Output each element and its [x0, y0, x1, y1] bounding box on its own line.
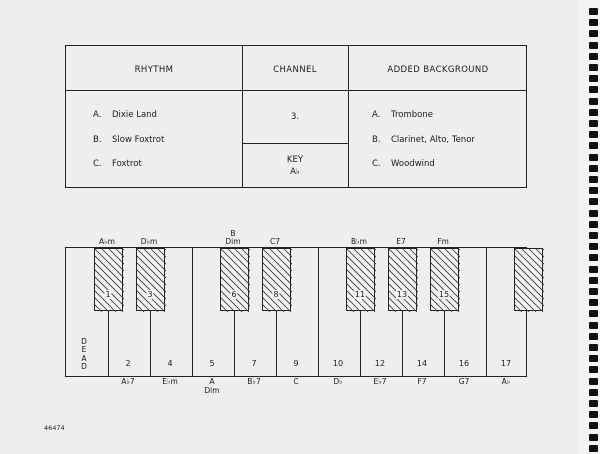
white-key-chord: E♭7: [373, 377, 387, 386]
binding-ring: [589, 322, 598, 329]
white-key-chord: A Dim: [204, 377, 220, 395]
white-key-divider: [318, 248, 319, 376]
black-key-number: 3: [147, 290, 153, 299]
binding-ring: [589, 19, 598, 26]
settings-table: [65, 45, 527, 188]
rhythm-option: C. Foxtrot: [93, 159, 142, 169]
binding-ring: [589, 344, 598, 351]
black-key-chord: Fm: [437, 237, 449, 246]
white-key-number: 17: [500, 359, 512, 368]
background-option: B. Clarinet, Alto, Tenor: [372, 135, 475, 145]
binding-ring: [589, 389, 598, 396]
background-option: C. Woodwind: [372, 159, 435, 169]
black-key-chord: A♭m: [99, 237, 115, 246]
binding-ring: [589, 98, 598, 105]
binding-ring: [589, 400, 598, 407]
white-key-chord: D♭: [333, 377, 343, 386]
black-key: [388, 248, 417, 311]
binding-ring: [589, 154, 598, 161]
binding-ring: [589, 422, 598, 429]
rhythm-option: A. Dixie Land: [93, 110, 157, 120]
white-key-chord: G7: [458, 377, 470, 386]
binding-ring: [589, 8, 598, 15]
binding-ring: [589, 120, 598, 127]
channel-header: CHANNEL: [273, 65, 317, 75]
white-key-chord: F7: [417, 377, 427, 386]
binding-ring: [589, 142, 598, 149]
binding-ring: [589, 277, 598, 284]
binding-ring: [589, 366, 598, 373]
binding-ring: [589, 53, 598, 60]
black-key-number: 13: [396, 290, 408, 299]
black-key-number: 6: [231, 290, 237, 299]
binding-ring: [589, 378, 598, 385]
table-header-rule: [66, 90, 526, 91]
white-key-chord: C: [293, 377, 299, 386]
channel-value: 3.: [290, 112, 300, 122]
black-key-chord: C7: [269, 237, 280, 246]
binding-ring: [589, 288, 598, 295]
binding-ring: [589, 232, 598, 239]
binding-ring: [589, 42, 598, 49]
white-key-chord: A♭7: [121, 377, 135, 386]
black-key-number: 15: [438, 290, 450, 299]
binding-ring: [589, 64, 598, 71]
background-header: ADDED BACKGROUND: [387, 65, 489, 75]
hatch-pattern: [389, 249, 418, 312]
white-key-divider: [486, 248, 487, 376]
black-key: [346, 248, 375, 311]
dead-key-label: D E A D: [81, 337, 87, 371]
hatch-pattern: [431, 249, 460, 312]
white-key-chord: A♭: [501, 377, 511, 386]
black-key-number: 8: [273, 290, 279, 299]
catalog-number: 46474: [44, 424, 65, 432]
white-key-number: 2: [125, 359, 131, 368]
hatch-pattern: [515, 249, 544, 312]
binding-ring: [589, 445, 598, 452]
white-key-number: 7: [251, 359, 257, 368]
binding-ring: [589, 131, 598, 138]
black-key-chord: D♭m: [140, 237, 158, 246]
black-key: [262, 248, 291, 311]
binding-ring: [589, 299, 598, 306]
binding-ring: [589, 254, 598, 261]
binding-ring: [589, 165, 598, 172]
binding-ring: [589, 210, 598, 217]
keyboard-chart: [65, 247, 527, 377]
binding-ring: [589, 30, 598, 37]
binding-ring: [589, 434, 598, 441]
black-key-chord: B♭m: [351, 237, 367, 246]
hatch-pattern: [263, 249, 292, 312]
rhythm-header: RHYTHM: [134, 65, 174, 75]
black-key-number: 1: [105, 290, 111, 299]
black-key: [136, 248, 165, 311]
black-key: [220, 248, 249, 311]
white-key-number: 5: [209, 359, 215, 368]
spiral-binding: [578, 0, 600, 454]
binding-ring: [589, 411, 598, 418]
white-key-number: 4: [167, 359, 173, 368]
white-key-chord: E♭m: [162, 377, 178, 386]
white-key-number: 12: [374, 359, 386, 368]
black-key-chord: B Dim: [225, 228, 241, 246]
black-key-number: 11: [354, 290, 366, 299]
background-option: A. Trombone: [372, 110, 433, 120]
key-value: A♭: [290, 167, 300, 177]
binding-ring: [589, 266, 598, 273]
black-key: [94, 248, 123, 311]
rhythm-option: B. Slow Foxtrot: [93, 135, 165, 145]
hatch-pattern: [221, 249, 250, 312]
binding-ring: [589, 109, 598, 116]
table-key-rule: [242, 143, 348, 144]
binding-ring: [589, 176, 598, 183]
hatch-pattern: [137, 249, 166, 312]
binding-ring: [589, 86, 598, 93]
binding-ring: [589, 355, 598, 362]
white-key-number: 10: [332, 359, 344, 368]
hatch-pattern: [95, 249, 124, 312]
hatch-pattern: [347, 249, 376, 312]
binding-ring: [589, 243, 598, 250]
key-label: KEY: [286, 155, 304, 165]
binding-ring: [589, 310, 598, 317]
white-key-divider: [192, 248, 193, 376]
white-key-number: 9: [293, 359, 299, 368]
black-key-chord: E7: [396, 237, 406, 246]
white-key-number: 16: [458, 359, 470, 368]
binding-ring: [589, 198, 598, 205]
white-key-number: 14: [416, 359, 428, 368]
binding-ring: [589, 187, 598, 194]
black-key: [514, 248, 543, 311]
binding-ring: [589, 221, 598, 228]
black-key: [430, 248, 459, 311]
binding-ring: [589, 75, 598, 82]
white-key-chord: B♭7: [247, 377, 261, 386]
binding-ring: [589, 333, 598, 340]
